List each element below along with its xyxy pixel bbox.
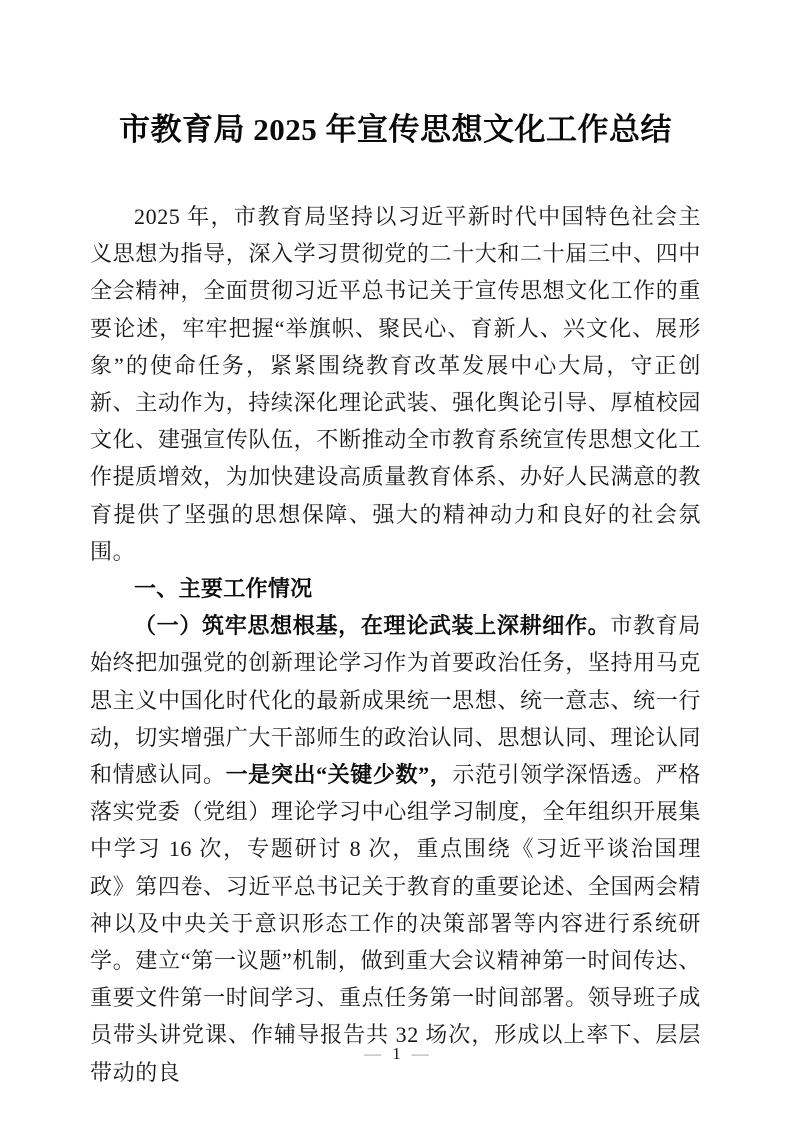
bold-text-run: （一）筑牢思想根基，在理论武装上深耕细作。 [134, 613, 611, 639]
footer-right-dash: — [411, 1044, 429, 1063]
footer-page-number: 1 [392, 1044, 401, 1063]
page-footer [0, 1044, 793, 1064]
document-title: 市教育局 2025 年宣传思想文化工作总结 [119, 112, 672, 147]
text-run: 示范引领学深悟透。严格落实党委（党组）理论学习中心组学习制度，全年组织开展集中学习 16 次，专题研讨 8 次，重点围绕《习近平谈治国理政》第四卷、习近平总书记关于教育的重要论述、全国两会精神以及中央关于意识形态工作的决策部署等内容进行系统研学。建立“第一议题”机制，做到重大会议精神第一时间传达、重要文件第一时间学习、重点任务第一时间部署。领导班子成员带头讲党课、作辅导报告共 32 场次，形成以上率下、层层带动的良 [90, 762, 701, 1085]
text-run: 市教育局始终把加强党的创新理论学习作为首要政治任务，坚持用马克思主义中国化时代化的最新成果统一思想、统一意志、统一行动，切实增强广大干部师生的政治认同、思想认同、理论认同和情感认同。 [90, 613, 701, 788]
footer-left-dash: — [364, 1044, 382, 1063]
section-1-1-paragraph [90, 607, 701, 1091]
intro-paragraph [90, 198, 701, 570]
bold-text-run: 一是突出“关键少数”， [225, 762, 453, 788]
bold-text-run: 一、主要工作情况 [134, 576, 313, 602]
text-run: 2025 年，市教育局坚持以习近平新时代中国特色社会主义思想为指导，深入学习贯彻党的二十大和二十届三中、四中全会精神，全面贯彻习近平总书记关于宣传思想文化工作的重要论述，牢牢把握“举旗帜、聚民心、育新人、兴文化、展形象”的使命任务，紧紧围绕教育改革发展中心大局，守正创新、主动作为，持续深化理论武装、强化舆论引导、厚植校园文化、建强宣传队伍，不断推动全市教育系统宣传思想文化工作提质增效，为加快建设高质量教育体系、办好人民满意的教育提供了坚强的思想保障、强大的精神动力和良好的社会氛围。 [90, 204, 701, 564]
document-body [90, 198, 701, 1091]
section-heading-1 [90, 570, 701, 607]
